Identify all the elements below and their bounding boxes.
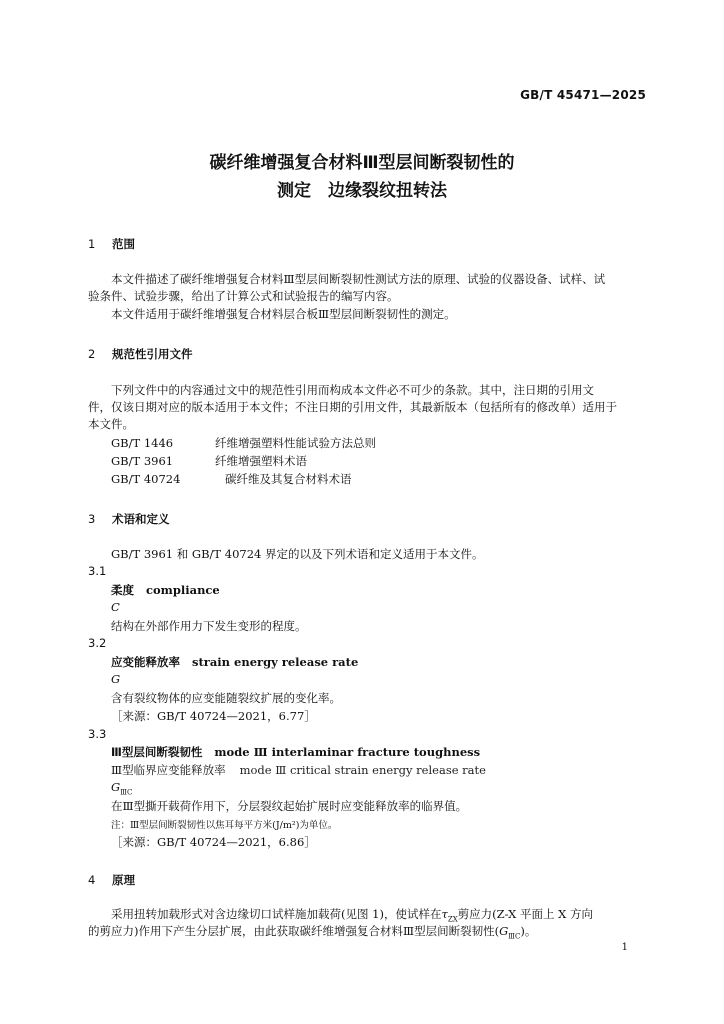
document-title-line1: 碳纤维增强复合材料Ⅲ型层间断裂韧性的 xyxy=(209,153,515,173)
section-4-paragraph-line2 xyxy=(88,923,648,945)
term-3-3-name xyxy=(111,744,480,760)
section-number: 1 xyxy=(88,237,96,251)
section-1-paragraph-1-line2: 验条件、试验步骤，给出了计算公式和试验报告的编写内容。 xyxy=(88,289,399,303)
section-number: 3 xyxy=(88,512,96,526)
text-run: )。 xyxy=(520,924,537,938)
term-3-2-definition: 含有裂纹物体的应变能随裂纹扩展的变化率。 xyxy=(111,691,341,705)
section-title: 术语和定义 xyxy=(112,512,170,526)
section-title: 范围 xyxy=(112,237,136,251)
section-3-heading xyxy=(88,511,170,527)
reference-code: GB/T 3961 xyxy=(111,454,174,468)
term-en: strain energy release rate xyxy=(192,655,359,669)
reference-title: 碳纤维及其复合材料术语 xyxy=(225,472,352,486)
term-3-2-symbol: G xyxy=(111,672,121,686)
term-en: compliance xyxy=(146,583,220,597)
symbol-subscript: ⅢC xyxy=(120,788,133,797)
term-number: 3.3 xyxy=(88,727,107,741)
section-1-paragraph-2: 本文件适用于碳纤维增强复合材料层合板Ⅲ型层间断裂韧性的测定。 xyxy=(111,307,456,321)
section-2-paragraph-line1: 下列文件中的内容通过文中的规范性引用而构成本文件必不可少的条款。其中，注日期的引用文 xyxy=(111,383,594,397)
term-alt-en: mode Ⅲ critical strain energy release rate xyxy=(239,763,486,777)
text-run: 的剪应力)作用下产生分层扩展，由此获取碳纤维增强复合材料Ⅲ型层间断裂韧性( xyxy=(88,924,500,938)
term-3-2-source: ［来源：GB/T 40724—2021，6.77］ xyxy=(111,709,316,723)
standard-number: GB/T 45471—2025 xyxy=(520,88,646,102)
reference-code: GB/T 40724 xyxy=(111,472,181,486)
term-3-3-alternative xyxy=(111,762,486,778)
section-number: 2 xyxy=(88,347,96,361)
term-zh: 柔度 xyxy=(111,583,134,597)
reference-item xyxy=(111,471,352,487)
term-3-3-definition: 在Ⅲ型撕开载荷作用下，分层裂纹起始扩展时应变能释放率的临界值。 xyxy=(111,799,468,813)
reference-code: GB/T 1446 xyxy=(111,436,174,450)
page-number: 1 xyxy=(621,942,628,953)
term-3-3-note: 注：Ⅲ型层间断裂韧性以焦耳每平方米(J/m²)为单位。 xyxy=(111,820,338,831)
tau-subscript: ZX xyxy=(447,915,458,924)
section-1-heading xyxy=(88,236,135,252)
term-3-1-symbol: C xyxy=(111,600,120,614)
section-2-heading xyxy=(88,346,193,362)
section-2-paragraph-line3: 本文件。 xyxy=(88,417,134,431)
section-2-paragraph-line2: 件，仅该日期对应的版本适用于本文件；不注日期的引用文件，其最新版本（包括所有的修改单）适用于 xyxy=(88,400,617,414)
reference-title: 纤维增强塑料术语 xyxy=(215,454,307,468)
g-symbol: G xyxy=(499,924,509,938)
reference-title: 纤维增强塑料性能试验方法总则 xyxy=(215,436,376,450)
reference-item xyxy=(111,453,307,469)
document-title-line2: 测定 边缘裂纹扭转法 xyxy=(277,181,447,201)
section-title: 原理 xyxy=(112,873,136,887)
term-zh: Ⅲ型层间断裂韧性 xyxy=(111,745,203,759)
term-number: 3.1 xyxy=(88,564,107,578)
term-3-1-definition: 结构在外部作用力下发生变形的程度。 xyxy=(111,619,307,633)
symbol-main: G xyxy=(111,780,121,794)
term-3-2-name xyxy=(111,654,358,670)
section-1-paragraph-1-line1: 本文件描述了碳纤维增强复合材料Ⅲ型层间断裂韧性测试方法的原理、试验的仪器设备、试样、试 xyxy=(111,272,606,286)
term-3-1-name xyxy=(111,582,220,598)
term-number: 3.2 xyxy=(88,636,107,650)
term-zh: 应变能释放率 xyxy=(111,655,180,669)
tau-symbol: τ xyxy=(441,907,448,921)
text-run: 剪应力(Z-X 平面上 X 方向 xyxy=(457,907,593,921)
text-run: 采用扭转加载形式对含边缘切口试样施加载荷(见图 1)，使试样在 xyxy=(111,907,442,921)
reference-item xyxy=(111,435,376,451)
section-4-heading xyxy=(88,872,135,888)
term-3-3-source: ［来源：GB/T 40724—2021，6.86］ xyxy=(111,835,316,849)
section-number: 4 xyxy=(88,873,96,887)
section-title: 规范性引用文件 xyxy=(112,347,193,361)
term-alt-zh: Ⅲ型临界应变能释放率 xyxy=(111,763,226,777)
term-3-3-symbol xyxy=(111,780,132,796)
section-3-intro: GB/T 3961 和 GB/T 40724 界定的以及下列术语和定义适用于本文件。 xyxy=(111,547,484,561)
g-subscript: ⅢC xyxy=(508,932,521,941)
term-en: mode Ⅲ interlaminar fracture toughness xyxy=(214,745,481,759)
